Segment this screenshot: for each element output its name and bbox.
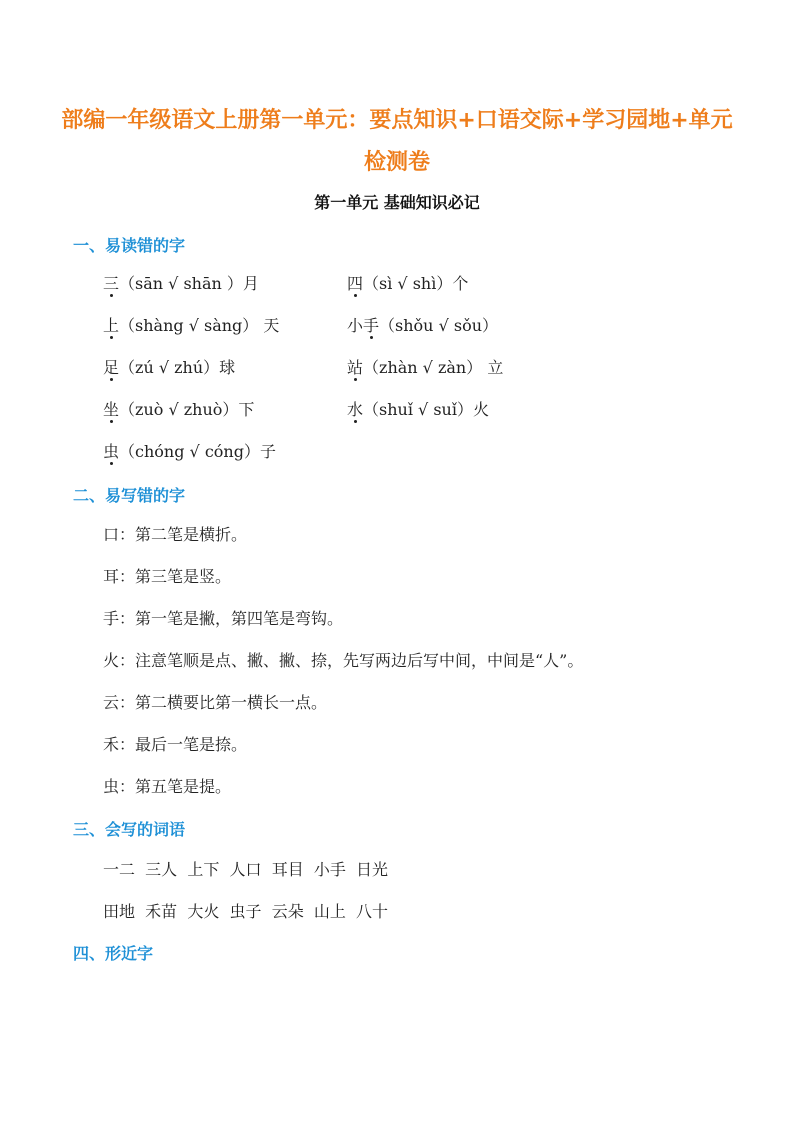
pinyin-item: [347, 313, 498, 336]
pinyin-choice: （shǒu √ sǒu）: [379, 316, 499, 335]
stroke-note: 口：第二笔是横折。: [103, 525, 248, 544]
section-heading-1: 一、易读错的字: [73, 236, 186, 255]
stroke-note: 耳：第三笔是竖。: [103, 567, 232, 586]
pinyin-item: [103, 313, 279, 336]
pinyin-choice: （sān √ shān ）月: [119, 274, 259, 293]
word-list: 一二 三人 上下 人口 耳目 小手 日光: [103, 860, 389, 879]
section-heading-2: 二、易写错的字: [73, 486, 186, 505]
stroke-note: 禾：最后一笔是捺。: [103, 735, 248, 754]
pinyin-choice: （sì √ shì）个: [363, 274, 469, 293]
pinyin-item: [347, 271, 468, 294]
pinyin-choice: （zú √ zhú）球: [119, 358, 236, 377]
stroke-note: 云：第二横要比第一横长一点。: [103, 693, 328, 712]
dotted-char: 虫: [103, 439, 119, 462]
dotted-char: 上: [103, 313, 119, 336]
pinyin-choice: （chóng √ cóng）子: [119, 442, 276, 461]
word-list: 田地 禾苗 大火 虫子 云朵 山上 八十: [103, 902, 389, 921]
pinyin-item: [103, 271, 259, 294]
dotted-char: 四: [347, 271, 363, 294]
pinyin-item: [347, 355, 503, 378]
pinyin-item: [103, 397, 254, 420]
dotted-char: 水: [347, 397, 363, 420]
stroke-note: 虫：第五笔是提。: [103, 777, 232, 796]
document-title: 部编一年级语文上册第一单元：要点知识+口语交际+学习园地+单元检测卷: [61, 108, 733, 175]
pinyin-item: [103, 439, 276, 462]
dotted-char: 三: [103, 271, 119, 294]
unit-subtitle: 第一单元 基础知识必记: [314, 193, 480, 212]
dotted-char: 坐: [103, 397, 119, 420]
pinyin-item: [347, 397, 489, 420]
pinyin-choice: （zhàn √ zàn） 立: [363, 358, 504, 377]
stroke-note: 火：注意笔顺是点、撇、撇、捺，先写两边后写中间，中间是“人”。: [103, 651, 584, 670]
prefix-char: 小: [347, 316, 364, 335]
dotted-char: 手: [363, 313, 379, 336]
pinyin-item: [103, 355, 235, 378]
pinyin-choice: （shàng √ sàng） 天: [119, 316, 280, 335]
pinyin-choice: （zuò √ zhuò）下: [119, 400, 255, 419]
pinyin-choice: （shuǐ √ suǐ）火: [363, 400, 489, 419]
stroke-note: 手：第一笔是撇，第四笔是弯钩。: [103, 609, 344, 628]
dotted-char: 足: [103, 355, 119, 378]
dotted-char: 站: [347, 355, 363, 378]
section-heading-4: 四、形近字: [73, 944, 154, 963]
section-heading-3: 三、会写的词语: [73, 820, 186, 839]
